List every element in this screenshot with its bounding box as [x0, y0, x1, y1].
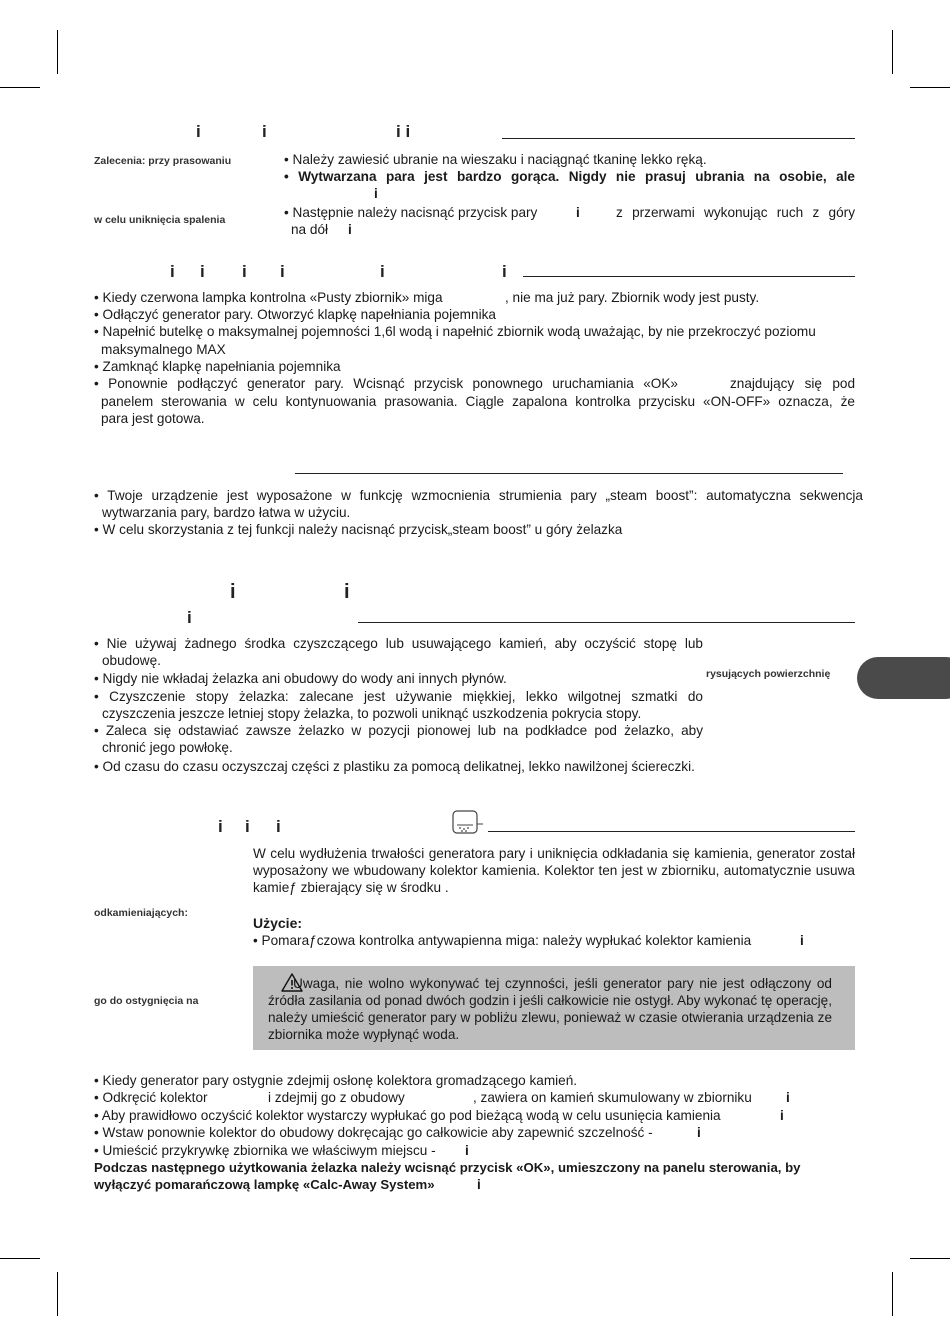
- crop-mark: [910, 1258, 950, 1259]
- bullet-reconnect-cont: znajdujący się pod: [730, 376, 855, 391]
- heading-fragment: i i: [396, 122, 411, 141]
- bullet-fragment: i: [348, 222, 352, 237]
- bullet-reconnect-line3: para jest gotowa.: [101, 411, 205, 426]
- bullet-clean-soleplate: • Czyszczenie stopy żelazka: zalecane jest używanie miękkiej, lekko wilgotnej szmatki do czyszczenia jeszcze letniej stopy żelazka, to pozwoli uniknąć uszkodzenia pokrycia stopy.: [94, 689, 703, 721]
- crop-mark: [0, 1258, 40, 1259]
- bullet-store-upright: • Zaleca się odstawiać zawsze żelazko w pozycji pionowej lub na podkładce pod żelazko, aby chronić jego powłokę.: [94, 723, 703, 755]
- bullet-clean-plastic: • Od czasu do czasu oczyszczaj części z plastiku za pomocą delikatnej, lekko nawilżonej ściereczki.: [94, 759, 695, 774]
- heading-fragment: i: [276, 817, 281, 836]
- usage-line: • Pomaraƒczowa kontrolka antywapienna miga: należy wypłukać kolektor kamienia: [253, 933, 752, 948]
- heading-fragment: i: [170, 262, 175, 281]
- bullet-fragment: i: [576, 205, 580, 220]
- usage-fragment: i: [800, 933, 804, 948]
- bullet-fragment: i: [374, 186, 378, 201]
- heading-fragment: i: [200, 262, 205, 281]
- bullet-replace-lid: • Umieścić przykrywkę zbiornika we właściwym miejscu -: [94, 1143, 436, 1158]
- bullet-fragment: i: [697, 1125, 701, 1140]
- final-note-line1: Podczas następnego użytkowania żelazka należy wcisnąć przycisk «OK», umieszczony na panelu sterowania, by: [94, 1160, 801, 1175]
- bullet-unscrew-cont: i zdejmij go z obudowy: [268, 1090, 405, 1105]
- bullet-fragment: i: [786, 1090, 790, 1105]
- heading-rule: [502, 138, 855, 139]
- bullet-fill: • Napełnić butelkę o maksymalnej pojemności 1,6l wodą i napełnić zbiornik wodą uważając, by nie przekroczyć poziomu: [94, 324, 816, 339]
- warning-text: Uwaga, nie wolno wykonywać tej czynności, jeśli generator pary nie jest odłączony od źródła zasilania od ponad dwóch godzin i jeśli całkowicie nie ostygł. Aby wykonać tę operację, należy umieścić generator pary w pobliżu zlewu, ponieważ w czasie otwierania urządzenia ze zbiornika może wypłynąć woda.: [268, 976, 832, 1042]
- bullet-steam-boost-use: • W celu skorzystania z tej funkcji należy nacisnąć przycisk„steam boost” u góry żelazka: [94, 522, 623, 537]
- bullet-rinse: • Aby prawidłowo oczyścić kolektor wystarczy wypłukać go pod bieżącą wodą w celu usunięcia kamienia: [94, 1108, 721, 1123]
- bullet-empty-tank: • Kiedy czerwona lampka kontrolna «Pusty zbiornik» miga: [94, 290, 443, 305]
- heading-fragment: i: [218, 817, 223, 836]
- heading-fragment: i: [230, 581, 236, 603]
- heading-rule: [488, 831, 855, 832]
- heading-rule: [523, 276, 855, 277]
- bullet-reconnect-line2: panelem sterowania w celu kontynuowania prasowania. Ciągle zapalona kontrolka przycisku «ON-OFF» oznacza, że: [101, 394, 855, 409]
- bullet-press-steam-line2: na dół: [291, 222, 329, 237]
- sidebar-note: go do ostygnięcia na: [94, 995, 199, 1007]
- crop-mark: [57, 30, 58, 74]
- heading-fragment: i: [380, 262, 385, 281]
- calc-collector-icon: [452, 810, 484, 841]
- bullet-fragment: i: [465, 1143, 469, 1158]
- bullet-unplug: • Odłączyć generator pary. Otworzyć klapkę napełniania pojemnika: [94, 307, 496, 322]
- sidebar-note: w celu uniknięcia spalenia: [94, 214, 226, 226]
- heading-fragment: i: [344, 581, 350, 603]
- bullet-fragment: i: [477, 1177, 481, 1192]
- usage-title: Użycie:: [253, 915, 303, 931]
- warning-box: [253, 966, 855, 1050]
- sidebar-note: rysujących powierzchnię: [706, 668, 831, 680]
- crop-mark: [910, 87, 950, 88]
- bullet-press-steam-cont: z przerwami wykonując ruch z góry: [616, 205, 855, 220]
- bullet-fill-line2: maksymalnego MAX: [101, 342, 226, 357]
- final-note-line2: wyłączyć pomarańczową lampkę «Calc-Away System»: [94, 1177, 435, 1192]
- crop-mark: [57, 1272, 58, 1316]
- heading-fragment: i: [196, 122, 201, 141]
- heading-rule: [295, 473, 843, 474]
- bullet-steam-hot: • Wytwarzana para jest bardzo gorąca. Nigdy nie prasuj ubrania na osobie, ale: [284, 169, 855, 184]
- bullet-unscrew-cont2: , zawiera on kamień skumulowany w zbiorniku: [473, 1090, 752, 1105]
- sidebar-note: odkamieniających:: [94, 907, 188, 919]
- bullet-unscrew: • Odkręcić kolektor: [94, 1090, 208, 1105]
- heading-fragment: i: [242, 262, 247, 281]
- bullet-reconnect: • Ponownie podłączyć generator pary. Wcisnąć przycisk ponownego uruchamiania «OK»: [94, 376, 678, 391]
- page-tab: [857, 657, 950, 699]
- bullet-reinsert: • Wstaw ponownie kolektor do obudowy dokręcając go całkowicie aby zapewnić szczelność -: [94, 1125, 653, 1140]
- bullet-no-cleaner: • Nie używaj żadnego środka czyszczącego lub usuwającego kamień, aby oczyścić stopę lub obudowę.: [94, 636, 703, 668]
- heading-fragment: i: [262, 122, 267, 141]
- sidebar-note: Zalecenia: przy prasowaniu: [94, 155, 232, 167]
- bullet-hang-clothes: • Należy zawiesić ubranie na wieszaku i naciągnąć tkaninę lekko ręką.: [284, 152, 707, 167]
- bullet-press-steam: • Następnie należy nacisnąć przycisk pary: [284, 205, 538, 220]
- bullet-remove-cover: • Kiedy generator pary ostygnie zdejmij osłonę kolektora gromadzącego kamień.: [94, 1073, 578, 1088]
- bullet-empty-tank-cont: , nie ma już pary. Zbiornik wody jest pusty.: [505, 290, 760, 305]
- bullet-close-flap: • Zamknąć klapkę napełniania pojemnika: [94, 359, 341, 374]
- bullet-fragment: i: [780, 1108, 784, 1123]
- heading-fragment: i: [245, 817, 250, 836]
- crop-mark: [0, 87, 40, 88]
- heading-fragment: i: [502, 262, 507, 281]
- heading-rule: [358, 622, 855, 623]
- crop-mark: [892, 1272, 893, 1316]
- crop-mark: [892, 30, 893, 74]
- heading-fragment: i: [187, 608, 192, 627]
- bullet-no-water: • Nigdy nie wkładaj żelazka ani obudowy do wody ani innych płynów.: [94, 671, 507, 686]
- heading-fragment: i: [280, 262, 285, 281]
- bullet-steam-boost: • Twoje urządzenie jest wyposażone w funkcję wzmocnienia strumienia pary „steam boost”: automatyczna sekwencja wytwarzania pary, bardzo łatwa w użyciu.: [94, 488, 863, 520]
- collector-intro: W celu wydłużenia trwałości generatora pary i uniknięcia odkładania się kamienia, generator został wyposażony we wbudowany kolektor kamienia. Kolektor ten jest w zbiorniku, automatycznie usuwa kamieƒ zbierający się w środku .: [253, 846, 855, 895]
